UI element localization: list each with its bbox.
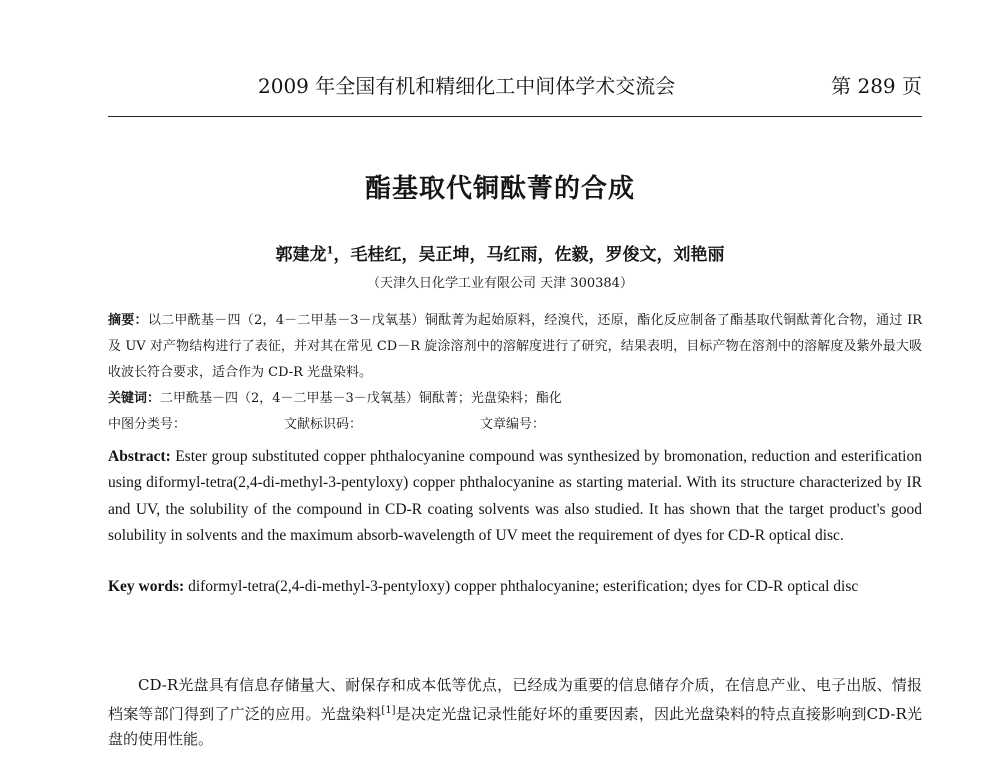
first-author: 郭建龙 <box>275 245 327 265</box>
body-text-part1: CD-R光盘具有信息存储量大、耐保存和成本低等优点，已经成为重要的信息储存介质，在信息产业、电子出版、情报档案等部门得到了广泛的应用。光盘染料 <box>108 676 922 723</box>
body-text <box>108 673 922 752</box>
doc-code-label: 文献标识码： <box>284 417 363 432</box>
en-abstract-text: Ester group substituted copper phthalocyanine compound was synthesized by bromonation, reduction and esterification using diformyl-tetra(2,4-di-methyl-3-pentyloxy) copper phthalocyanine as starting material. With its structure characterized by IR and UV, the solubility of the compound in CD-R coating solvents was also studied. It has shown that the target product's good solubility in solvents and the maximum absorb-wavelength of UV meet the requirement of dyes for CD-R optical disc. <box>108 448 922 544</box>
en-keywords-text: diformyl-tetra(2,4-di-methyl-3-pentyloxy) copper phthalocyanine; esterification; dyes for CD-R optical disc <box>188 578 859 595</box>
clc-label: 中图分类号： <box>108 417 187 432</box>
cn-keywords-label: 关键词： <box>108 391 161 406</box>
affiliation: （天津久日化学工业有限公司 天津 300384） <box>367 276 633 291</box>
body-text-part2: 是决定光盘记录性能好坏的重要因素，因此光盘染料的特点直接影响到CD-R光盘的使用性能。 <box>108 705 922 748</box>
header-rule <box>108 116 922 117</box>
en-abstract <box>108 444 922 549</box>
paper-title: 酯基取代铜酞菁的合成 <box>364 174 635 204</box>
running-header <box>108 70 922 104</box>
en-keywords <box>108 574 922 600</box>
author-list <box>0 240 1000 265</box>
cn-abstract-text: 以二甲酰基－四（2，4－二甲基－3－戊氧基）铜酞菁为起始原料，经溴代，还原，酯化反应制备了酯基取代铜酞菁化合物，通过 IR 及 UV 对产物结构进行了表征，并对其在常见 CD－R 旋涂溶剂中的溶解度进行了研究，结果表明，目标产物在溶剂中的溶解度及紫外最大吸收波长符合要求，适合作为 CD-R 光盘染料。 <box>108 313 922 380</box>
page-number: 第 289 页 <box>831 74 922 98</box>
cn-abstract <box>108 308 922 386</box>
cn-abstract-label: 摘要： <box>108 313 148 328</box>
en-keywords-label: Key words: <box>108 578 185 595</box>
author-affiliation-mark: 1 <box>326 245 334 257</box>
article-no-label: 文章编号： <box>480 417 546 432</box>
cn-keywords <box>108 386 922 412</box>
en-abstract-label: Abstract: <box>108 448 171 465</box>
other-authors: ，毛桂红，吴正坤，马红雨，佐毅，罗俊文，刘艳丽 <box>333 245 725 265</box>
body-paragraph <box>108 673 922 752</box>
cn-keywords-text: 二甲酰基－四（2，4－二甲基－3－戊氧基）铜酞菁；光盘染料；酯化 <box>160 391 562 406</box>
citation-marker[interactable]: [1] <box>381 705 396 716</box>
classification-line <box>108 412 922 438</box>
conference-name: 2009 年全国有机和精细化工中间体学术交流会 <box>258 74 676 98</box>
